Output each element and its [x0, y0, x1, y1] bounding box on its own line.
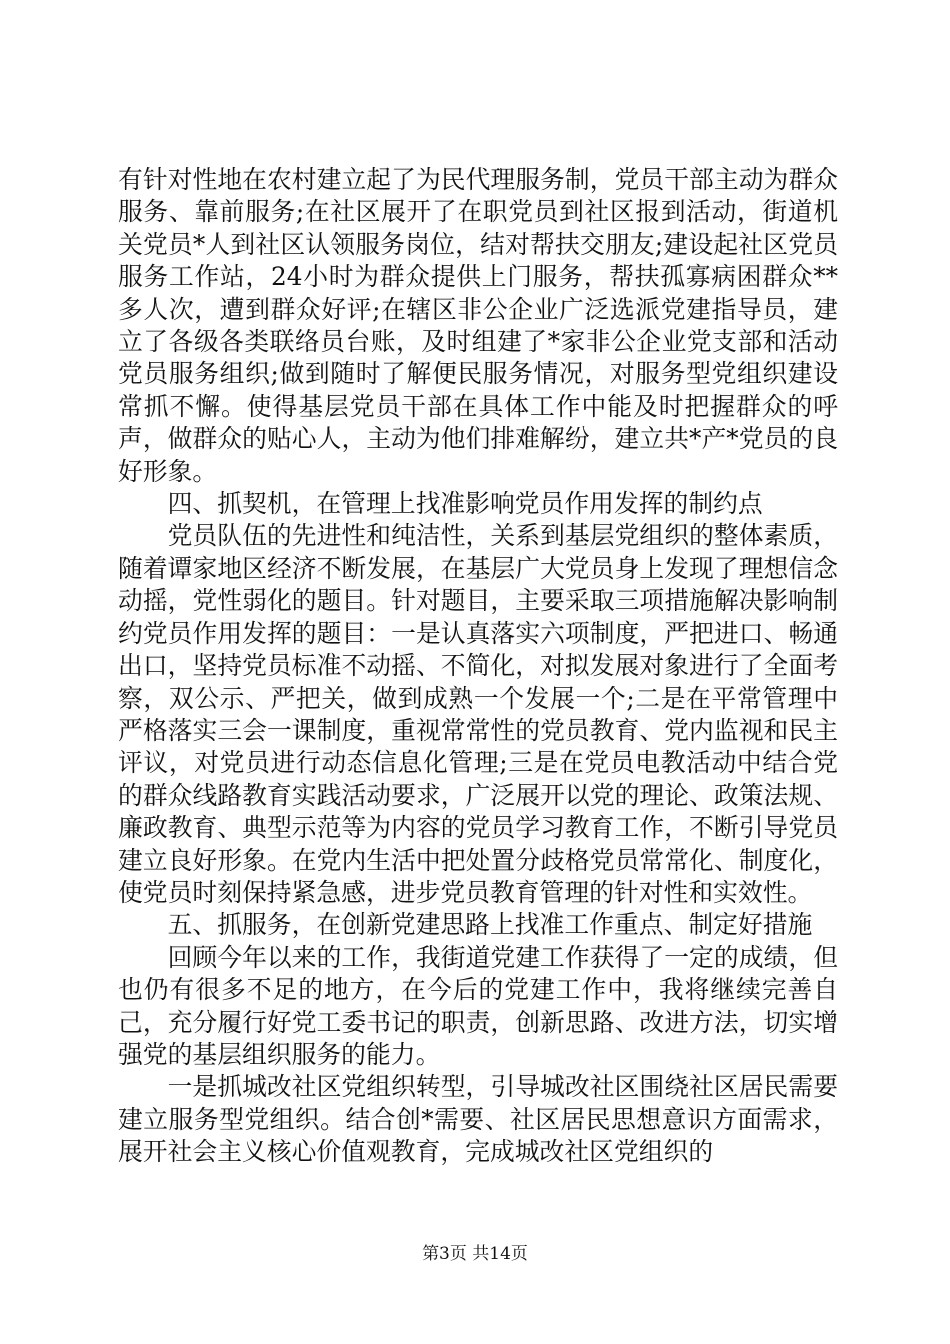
section-heading-four: 四、抓契机，在管理上找准影响党员作用发挥的制约点 — [167, 489, 763, 519]
document-body — [118, 164, 838, 1169]
paragraph-community-transformation: 一是抓城改社区党组织转型，引导城改社区围绕社区居民需要建立服务型党组织。结合创*需要、社区居民思想意识方面需求，展开社会主义核心价值观教育，完成城改社区党组织的 — [118, 1072, 838, 1167]
paragraph-service-system: 有针对性地在农村建立起了为民代理服务制，党员干部主动为群众服务、靠前服务;在社区展开了在职党员到社区报到活动，街道机关党员*人到社区认领服务岗位，结对帮扶交朋友;建设起社区党员服务工作站，24小时为群众提供上门服务，帮扶孤寡病困群众**多人次，遭到群众好评;在辖区非公企业广泛选派党建指导员，建立了各级各类联络员台账，及时组建了*家非公企业党支部和活动党员服务组织;做到随时了解便民服务情况，对服务型党组织建设常抓不懈。使得基层党员干部在具体工作中能及时把握群众的呼声，做群众的贴心人，主动为他们排难解纷，建立共*产*党员的良好形象。 — [118, 165, 838, 486]
page-number-footer: 第3页 共14页 — [422, 1244, 528, 1264]
section-heading-five: 五、抓服务，在创新党建思路上找准工作重点、制定好措施 — [167, 910, 813, 940]
paragraph-review: 回顾今年以来的工作，我街道党建工作获得了一定的成绩，但也仍有很多不足的地方，在今后的党建工作中，我将继续完善自己，充分履行好党工委书记的职责，创新思路、改进方法，切实增强党的基层组织服务的能力。 — [118, 942, 838, 1069]
paragraph-party-member-management: 党员队伍的先进性和纯洁性，关系到基层党组织的整体素质，随着谭家地区经济不断发展，在基层广大党员身上发现了理想信念动摇，党性弱化的题目。针对题目，主要采取三项措施解决影响制约党员作用发挥的题目：一是认真落实六项制度，严把进口、畅通出口，坚持党员标准不动摇、不简化，对拟发展对象进行了全面考察，双公示、严把关，做到成熟一个发展一个;二是在平常管理中严格落实三会一课制度，重视常常性的党员教育、党内监视和民主评议，对党员进行动态信息化管理;三是在党员电教活动中结合党的群众线路教育实践活动要求，广泛展开以党的理论、政策法规、廉政教育、典型示范等为内容的党员学习教育工作，不断引导党员建立良好形象。在党内生活中把处置分歧格党员常常化、制度化，使党员时刻保持紧急感，进步党员教育管理的针对性和实效性。 — [118, 521, 838, 907]
